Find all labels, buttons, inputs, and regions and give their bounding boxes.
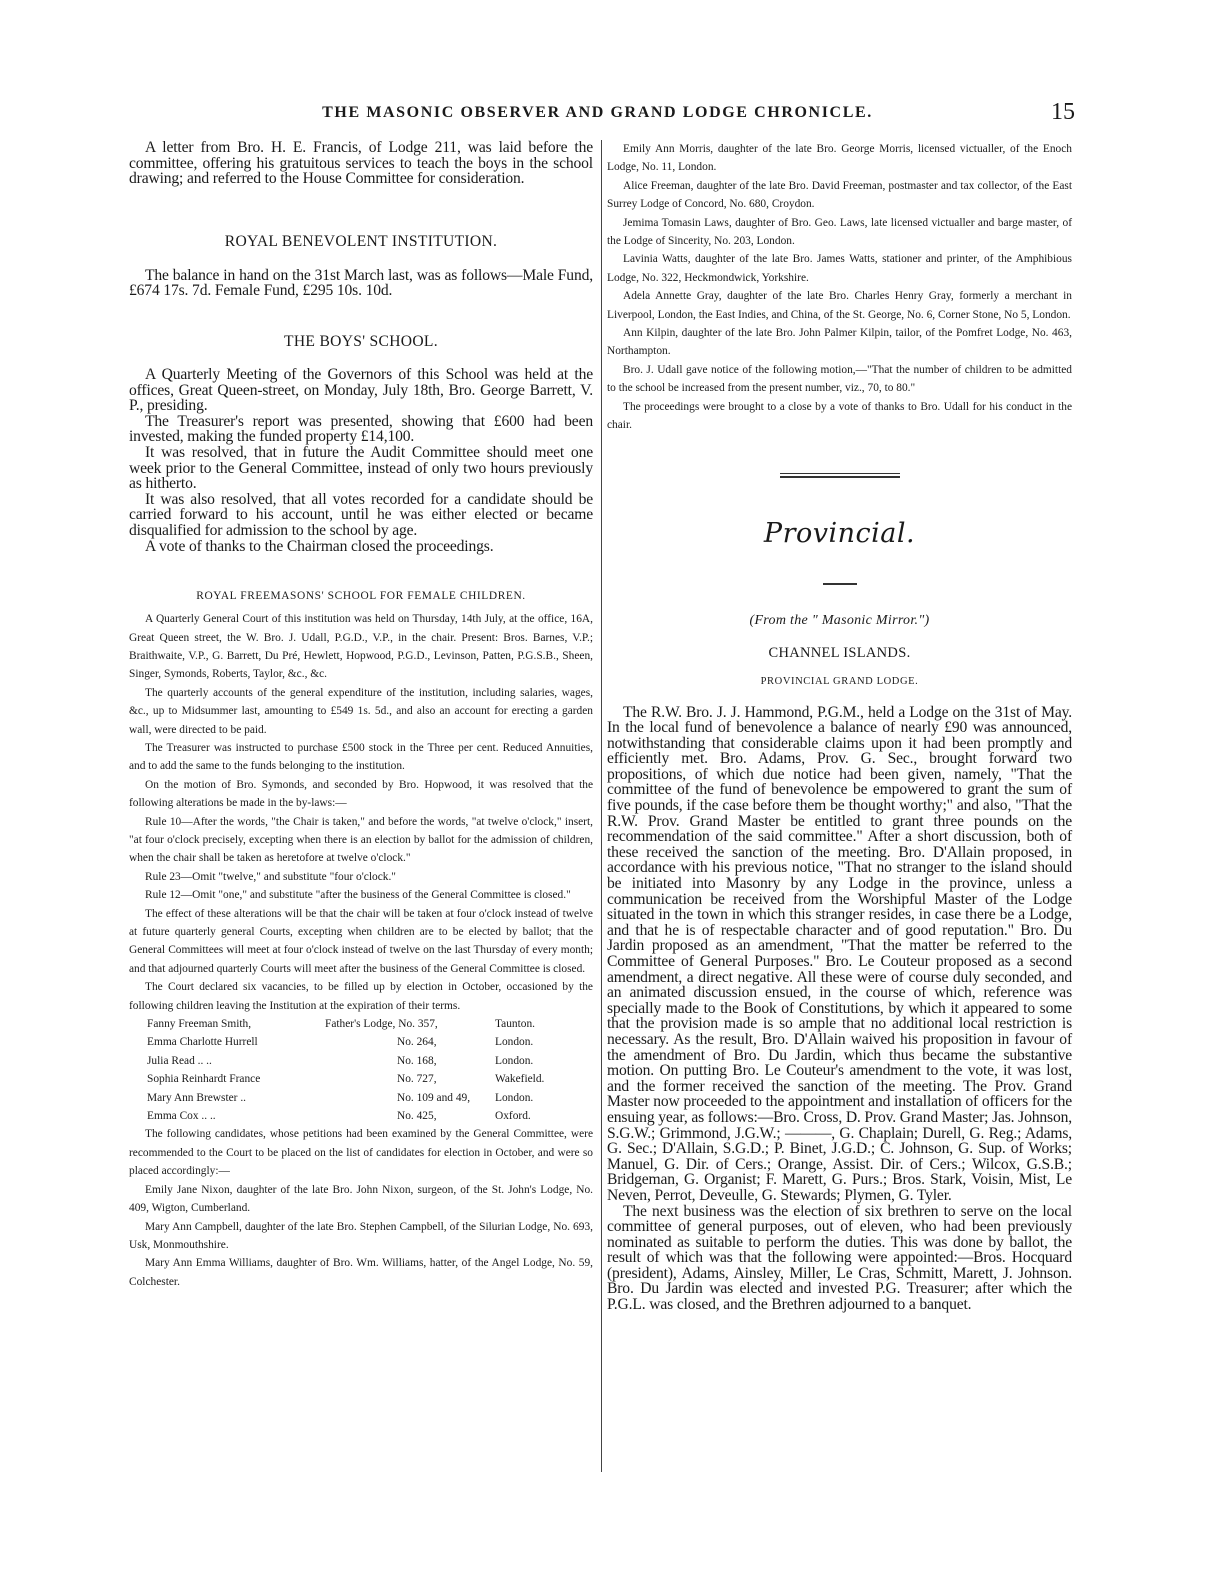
column-divider xyxy=(601,140,602,1472)
table-row xyxy=(147,1070,544,1088)
motion-paragraph: Bro. J. Udall gave notice of the following motion,—"That the number of children to be admitted to the school be increased from the present number, viz., 70, to 80." xyxy=(607,363,1072,395)
female-paragraph: A Quarterly General Court of this institution was held on Thursday, 14th July, at the office, 16A, Great Queen street, the W. Bro. J. Udall, P.G.D., V.P., in the chair. Present: Bros. Barnes, V.P.; Braithwaite, V.P., G. Barrett, Du Pré, Hewlett, Hopwood, P.G.D., Levinson, Patten, P.G.S.B., Sheen, Singer, Symonds, Roberts, Taylor, &c., &c. xyxy=(129,613,593,681)
table-row xyxy=(147,1052,544,1070)
running-header xyxy=(120,99,1075,126)
provincial-grand-lodge-heading: PROVINCIAL GRAND LODGE. xyxy=(760,675,919,687)
child-lodge: No. 168, xyxy=(397,1054,437,1067)
child-lodge: No. 264, xyxy=(397,1036,437,1049)
child-lodge: No. 727, xyxy=(397,1073,437,1086)
short-rule xyxy=(823,583,857,585)
candidate-entry: Adela Annette Gray, daughter of the late Bro. Charles Henry Gray, formerly a merchant in Liverpool, London, the East Indies, and China, of the St. George, No. 6, Corner Stone, No 5, London. xyxy=(607,290,1072,321)
boys-paragraph: It was also resolved, that all votes recorded for a candidate should be carried forward to his account, until he was either elected or became disqualified for admission to the school by age. xyxy=(129,490,593,539)
table-row xyxy=(147,1015,544,1033)
child-place: London. xyxy=(495,1091,534,1104)
child-lodge: Father's Lodge, No. 357, xyxy=(325,1018,438,1031)
left-column xyxy=(129,140,593,1291)
female-paragraph: Rule 12—Omit "one," and substitute "after the business of the General Committee is closed." xyxy=(145,889,571,902)
child-name: Emma Charlotte Hurrell xyxy=(147,1036,258,1049)
boys-paragraph: A Quarterly Meeting of the Governors of this School was held at the offices, Great Queen-street, on Monday, July 18th, Bro. George Barrett, V. P., presiding. xyxy=(129,365,593,415)
female-paragraph: Rule 23—Omit "twelve," and substitute "four o'clock." xyxy=(145,870,396,883)
child-place: Oxford. xyxy=(495,1110,531,1123)
child-name: Julia Read .. .. xyxy=(147,1054,212,1067)
candidate-entry: Mary Ann Campbell, daughter of the late Bro. Stephen Campbell, of the Silurian Lodge, No. 693, Usk, Monmouthshire. xyxy=(129,1220,593,1251)
female-school-heading: ROYAL FREEMASONS' SCHOOL FOR FEMALE CHILDREN. xyxy=(196,590,526,603)
candidate-entry: Ann Kilpin, daughter of the late Bro. John Palmer Kilpin, tailor, of the Pomfret Lodge, No. 463, Northampton. xyxy=(607,327,1072,358)
child-place: Wakefield. xyxy=(495,1073,545,1086)
candidate-entry: Lavinia Watts, daughter of the late Bro. James Watts, stationer and printer, of the Amphibious Lodge, No. 322, Heckmondwick, Yorkshire. xyxy=(607,253,1072,284)
female-paragraph: The effect of these alterations will be that the chair will be taken at four o'clock instead of twelve at future quarterly general Courts, excepting when children are to be elected by ballot; that the General Committees will meet at four o'clock instead of twelve on the last Thursday of every month; and that adjourned quarterly Courts will meet after the business of the General Committee is closed. xyxy=(129,907,593,975)
child-name: Fanny Freeman Smith, xyxy=(147,1018,252,1031)
child-place: Taunton. xyxy=(495,1018,536,1031)
vacancies-table xyxy=(147,1015,544,1125)
child-name: Sophia Reinhardt France xyxy=(147,1073,261,1086)
channel-islands-heading: CHANNEL ISLANDS. xyxy=(768,644,911,661)
provincial-heading: Provincial. xyxy=(763,517,916,549)
female-paragraph: Rule 10—After the words, "the Chair is taken," and before the words, "at twelve o'clock," insert, "at four o'clock precisely, excepting when there is an election by ballot for the admission of children, when the chair shall be taken as heretofore at twelve o'clock." xyxy=(129,815,593,865)
candidate-entry: Alice Freeman, daughter of the late Bro. David Freeman, postmaster and tax collector, of the East Surrey Lodge of Concord, No. 680, Croydon. xyxy=(607,179,1072,211)
channel-islands-paragraph: The R.W. Bro. J. J. Hammond, P.G.M., held a Lodge on the 31st of May. In the local fund of benevolence a balance of nearly £90 was announced, notwithstanding that considerable claims upon it had been promptly and efficiently met. Bro. Adams, Prov. G. Sec., brought forward two propositions, of which due notice had been given, namely, "That the committee of the fund of benevolence be empowered to grant the sum of five pounds, if the case before them be thought worthy;" and also, "That the R.W. Prov. Grand Master be entitled to grant three pounds on the recommendation of the said committee." After a short discussion, both of these received the sanction of the meeting. Bro. D'Allain proposed, in accordance with his previous notice, "That no stranger to the island should be initiated into Masonry by any Lodge in the province, unless a communication be received from the Worshipful Master of the Lodge situated in the town in which this stranger resides, in case there be a Lodge, and that he is of respectable character and of good reputation." Bro. Du Jardin proposed as an amendment, "That the matter be referred to the Committee of General Purposes." Bro. Le Couteur proposed as a second amendment, a direct negative. All these were of course duly seconded, and an animated discussion ensued, in the course of which, reference was specially made to the Book of Constitutions, by which it appeared to some that the provision made is so ample that no additional local restriction is necessary. As the result, Bro. D'Allain waived his proposition in favour of the amendment of Bro. Du Jardin, which thus became the substantive motion. On putting Bro. Le Couteur's amendment to the vote, it was lost, and the former received the sanction of the meeting. The Prov. Grand Master now proceeded to the appointment and installation of officers for the ensuing year, as follows:—Bro. Cross, D. Prov. Grand Master; Jas. Johnson, S.G.W.; Grimmond, J.G.W.; ———, G. Chaplain; Durell, G. Reg.; Adams, G. Sec.; D'Allain, S.G.D.; P. Binet, J.G.D.; C. Johnson, G. Sup. of Works; Manuel, G. Dir. of Cers.; Orange, Assist. Dir. of Cers.; Wilcox, G.S.B.; Bridgeman, G. Organist; F. Marett, G. Purs.; Bros. Stark, Voisin, Mist, Le Neven, Perrot, Deveulle, G. Stewards; Plymen, G. Tyler. xyxy=(607,703,1072,1204)
candidate-entry: Jemima Tomasin Laws, daughter of Bro. Geo. Laws, late licensed victualler and barge master, of the Lodge of Sincerity, No. 203, London. xyxy=(607,216,1072,248)
child-name: Mary Ann Brewster .. xyxy=(147,1091,247,1104)
child-lodge: No. 425, xyxy=(397,1110,437,1123)
child-place: London. xyxy=(495,1054,534,1067)
candidate-entry: Emily Jane Nixon, daughter of the late Bro. John Nixon, surgeon, of the St. John's Lodge, No. 409, Wigton, Cumberland. xyxy=(129,1183,593,1215)
female-paragraph: The Court declared six vacancies, to be filled up by election in October, occasioned by the following children leaving the Institution at the expiration of their terms. xyxy=(129,981,593,1012)
boys-paragraph: It was resolved, that in future the Audit Committee should meet one week prior to the General Committee, instead of only two hours previously as hitherto. xyxy=(129,443,593,493)
table-row xyxy=(147,1107,544,1125)
child-name: Emma Cox .. .. xyxy=(147,1110,216,1123)
right-column xyxy=(607,140,1072,1313)
rbi-paragraph: The balance in hand on the 31st March last, was as follows—Male Fund, £674 17s. 7d. Female Fund, £295 10s. 10d. xyxy=(129,266,593,300)
candidate-entry: Emily Ann Morris, daughter of the late Bro. George Morris, licensed victualler, of the Enoch Lodge, No. 11, London. xyxy=(607,143,1072,174)
channel-islands-paragraph: The next business was the election of six brethren to serve on the local committee of general purposes, out of eleven, who had been previously nominated as suitable to perform the duties. This was done by ballot, the result of which was that the following were appointed:—Bros. Hocquard (president), Adams, Ainsley, Miller, Le Cras, Schmitt, Marett, J. Johnson. Bro. Du Jardin was elected and invested P.G. Treasurer; after which the P.G.L. was closed, and the Brethren adjourned to a banquet. xyxy=(607,1202,1072,1314)
child-place: London. xyxy=(495,1036,534,1049)
boys-school-heading: THE BOYS' SCHOOL. xyxy=(284,332,438,350)
rbi-heading: ROYAL BENEVOLENT INSTITUTION. xyxy=(224,232,498,250)
boys-paragraph: The Treasurer's report was presented, showing that £600 had been invested, making the funded property £14,100. xyxy=(129,412,593,446)
boys-paragraph: A vote of thanks to the Chairman closed the proceedings. xyxy=(145,537,494,555)
intro-paragraph: A letter from Bro. H. E. Francis, of Lodge 211, was laid before the committee, offering his gratuitous services to teach the boys in the school drawing; and referred to the House Committee for consideration. xyxy=(129,139,593,188)
female-paragraph: The quarterly accounts of the general expenditure of the institution, including salaries, wages, &c., up to Midsummer last, amounting to £549 1s. 5d., and also an account for erecting a garden wall, were directed to be paid. xyxy=(129,686,593,736)
female-paragraph: The Treasurer was instructed to purchase £500 stock in the Three per cent. Reduced Annuities, and to add the same to the funds belonging to the institution. xyxy=(129,741,593,773)
journal-title: THE MASONIC OBSERVER AND GRAND LODGE CHRONICLE. xyxy=(322,104,873,121)
female-paragraph: The following candidates, whose petitions had been examined by the General Committee, were recommended to the Court to be placed on the list of candidates for election in October, and were so placed accordingly:— xyxy=(129,1128,593,1178)
candidate-entry: Mary Ann Emma Williams, daughter of Bro. Wm. Williams, hatter, of the Angel Lodge, No. 59, Colchester. xyxy=(129,1257,593,1288)
child-lodge: No. 109 and 49, xyxy=(397,1091,471,1104)
closing-paragraph: The proceedings were brought to a close by a vote of thanks to Bro. Udall for his conduct in the chair. xyxy=(607,400,1072,432)
page-number: 15 xyxy=(1051,99,1075,125)
table-row xyxy=(147,1033,544,1051)
source-note: (From the " Masonic Mirror.") xyxy=(749,612,930,628)
female-paragraph: On the motion of Bro. Symonds, and seconded by Bro. Hopwood, it was resolved that the following alterations be made in the by-laws:— xyxy=(129,778,593,810)
table-row xyxy=(147,1089,544,1107)
section-divider xyxy=(780,473,900,478)
